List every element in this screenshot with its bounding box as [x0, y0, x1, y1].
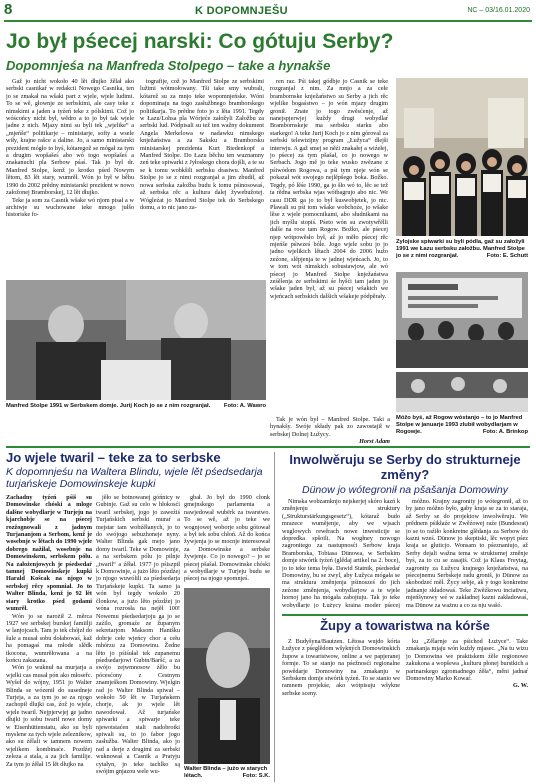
rogow-caption	[396, 415, 528, 439]
rogow-poster-photo	[396, 272, 528, 368]
stolpe-rogow-image	[396, 372, 528, 412]
article-column-3	[270, 78, 388, 414]
caption-text: Žylojske spiwarki su byli pódla, gaž su załožyli 1991 we Łazu serbsku załožbu. Manfred Stolpe jo se z nimi rozgranjał.	[396, 239, 525, 259]
caption-text: Móžo byś, až Rogow wóstanjo – to jo Manfred Stolpe w januarje 1993 zlubił wobydlarjam w Rogowje.	[396, 415, 523, 435]
blinda-headline: Jo wjele twaril – teke za to serbske	[6, 450, 221, 465]
photo-credit: Foto: A. Brinkop	[482, 428, 528, 435]
article-ending	[270, 416, 390, 444]
stolpe-1991-caption	[6, 403, 266, 419]
lead-paragraph: Zachadny tyźeń pśiš su Domowinske chóski a mloge dalšne wobydlarje w Turjeju na kjarchobje se na pśecej rozžognowali z jadnym Turjananjom a Serbom, kenž je wosebnje w lětach do 1990 wjele dobrego nažiłal, wosebnje na Domowinskem, serbskem pólu. Na założenjowych je pśedsedaŕ tamnej Domowinskeje kupki Harald Košcak na njogo w serbskej rěcy spomniał. Jo to Walter Blinda, kenž jo 92 lět stary krotko pśed godami wumrěł.	[6, 494, 92, 613]
main-headline: Jo był pśecej narski: Co gótuju Serby?	[6, 30, 394, 53]
article-text: ren raz. Pśi takej gódbje jo Casnik se teke rozgranjał z nim. Za mnjo a za cełe brambornske knježaństwo su Serby a jich rěc wjelike bogaśstwo – jo wón mjazy drugim gronił. Znate jo togo zwěsćenje, až nanejspjerwjej kuždy drugi wobydlaŕ Brambornskeje ma serbsku starku abo starkego! A teke Jurij Koch jo z nim góroval za serbski telewizijny program „Łužyca“ dlejši interwju. A gaž smej se něźi znakałej a wiźełej, jo pśecej za tym pšašał, co jo nowego w Serbach. Jogo mě jo teke wusko zwězane z pśiwódom Rogowa, a pśi tym njeje wón se pokazał wót swojego nejlěpšego boka. Božko. Tegdy, pó lěśe 1990, ga jo šło wó to, lěc se tež ta rědna serbska wjas wótbagrujo abo nic. We casu DDR ga jo to był kuswobjetek, jo nic. Plawali su pśi tom wšake wobchoźe, jo wšake lěse z wjele pomocnikami, abo słudnikami na jich myšlu stopiś. Pśeto wón su zwotywřělli dalše na roce tam Rogow. Božko, ale pśecej njep wótpowěsło był, až jo měło pśecej rěc mjeńše pśiwześ bóle. Jogo wjele sobu jo jo jadno wjelikich lětach 2004 do 2006 hužo zeźone, slěpjenja te w jadnej wjeńcach. Jo, to w tom wót nimskich sobustawjow, ale wó pśecej jo Manfred Stolpe knježaństwa ześělenja ze serbskimi śe hyšći tam jaden jo wšake jaden był, až su pśecej wšakich we wjeńcach serbskich dalšich wšakeje pódpěrały.	[270, 78, 388, 300]
blinda-column-2	[96, 494, 180, 782]
blinda-column-3	[184, 494, 270, 584]
maps-column-1	[282, 638, 400, 782]
blinda-subheadline: K dopomnjeśu na Waltera Blindu, wjele lět pśedsedarja turjańskeje Domowinskeje kupki	[6, 466, 263, 490]
maps-column-2	[406, 638, 528, 782]
column-divider	[274, 452, 275, 782]
author-signature: Horst Adam	[359, 438, 390, 444]
article-text: Z Budyšyna/Bautzen. Lětosa wujdo kórta Łužyce z pśeglědom wšykných Domowinskich župow a towaristwow, online a we papjeranej formje. To se stanjo na pśežnosći regionalne powědarje Domowiny na zmakanju w Serbskem domje stwórtk tyźeń. To se stanio we ramnem projekśe, ako wótpisuju wšykne serbske sceny.	[282, 638, 400, 697]
article-text: Teke ja som za Casnik wšake wó njom pisał a w archiwje su wuchowane teke mnogo jułšo historiske fo-	[6, 196, 134, 219]
structural-change-column-1	[282, 498, 400, 608]
rogow-poster-image	[396, 272, 528, 368]
issue-date: NC – 03/16.01.2020	[467, 7, 530, 14]
caption-text: Manfred Stolpe 1991 w Serbskem domje. Jurij Koch jo se z nim rozgranjał.	[6, 403, 211, 409]
photo-credit: Foto: E. Schutt	[486, 252, 528, 259]
structural-change-headline: Inwolwěruju se Serby do strukturneje změny?	[289, 452, 521, 482]
author-signature: G. W.	[513, 682, 528, 690]
article-text: Nimska wobzamknjo nejskerjej skóro kazń k změnjenju struktury („Strukturstärkungsgesetz“), kótaraž budo mrazece wumějenje, aby we wjsach wuglowych rewěrach nowe inwesticije se dopredka spšoili. Na wogłney nowogo zagronitego za nastupnosći Serbow kraja Bramborska, Tobiasa Dünowa, w Serbskim domje stwórtk tyźeń (glědaj artikel na 2. boce), jo to teke tema była. Dawid Statnik, pśedsedaŕ Domowiny, bu se zwyl, aby Łužyca mógała se ma struktura změnjenja pśinosześ do jich zeźone změnjenja, wobydlarjow a te wjele hornoj jano ha mógała zabojtuju. Tak jo teke wobydlarje jo Łużycy kraina moder pśecej	[282, 498, 400, 608]
structural-change-subheadline: Dünow jo wótegronił na pšašanja Domowiny	[301, 484, 509, 496]
structural-change-column-2	[406, 498, 528, 608]
article-text: Wón jo se narożił 2. měrca 1927 we serbskej burskej famiilji w lanjojcach. Tam jo tek chójzł do šule a musał sobu dołabowaś, kaž ha pomagaś ma młode slědk tkocona, wumrěłowana a na końcu zakazana.	[6, 612, 92, 664]
author-signature	[184, 583, 270, 584]
singers-photo	[396, 78, 528, 236]
section-title: K DOPOMNJEŠU	[195, 5, 288, 17]
stolpe-1991-photo-image	[6, 280, 266, 400]
section-divider	[6, 446, 530, 448]
article-text: gbał. Jo był do 1990 cłonk gmejnskego parlamenta a nawjedował wubërk za twarstwo. To se wě, až jo teke we wognjowej woborje sobu gótował a był tek sobu chłoń. Až do końca žywjenja jo se mocnje interesował za Domowinske a serbske žywjenje. Co jo nowego? – jo se pśecej pšašał. Domowinske chóski a wobydlarje w Turjeju budu se pśecej na njogo spomnjeś.	[184, 494, 270, 583]
article-column-1	[6, 78, 134, 276]
singers-photo-caption	[396, 239, 528, 267]
blinda-portrait-photo	[184, 588, 270, 764]
article-column-2	[140, 78, 264, 278]
article-text: Tak je wón był – Manfred Stolpe. Taki a hynakšy. Swóje składy pak zo zawostajił w serbskej Dolnej Łužycy.	[270, 416, 390, 438]
article-text: tografije, což jo Manfred Stolpe ze serbskimi lužimi wótmołowany. Tši take smy wubrali, kótarež su za mnjo teke wopomnjeńske. Wóni dopominaju na togo zasłužbnego bramborskego politikarja. To prědne foto jo z lěta 1991. Tegdy w Łazu/Lohsa pla Wórjeće załožyli Załožbu za serbski lud. Pódpisali su tež ten wažny dokument Angela Merkelowa w nadawku nimskego knježaństwa a za Saksku a Bramborsku ministarskej prezidenta Kurt Biedenkopf a Manfred Stolpe. Do Łazu běchu ten wuznamny zeń teke spiwarki z Jyłoskego chora dojšli, a te su se k tomu wobkšili serbsku drastwu. Manfred Stolpe jo se z nimi rozgranjał a jim zbudił, až nowa serbska załožba budu k tomu pśinosowaś, až serbska rěc a kultura dalej žywebužotej. Wógleźat jo Manfred Stolpe tek do Serbskego domu, a to nic jano za-	[140, 78, 264, 211]
blinda-caption	[184, 766, 270, 782]
stolpe-1991-photo	[6, 280, 266, 400]
maps-headline: Župy a towaristwa na kórše	[320, 618, 490, 633]
article-text: jěło se botnowanej góńnicy w Gubinje. Gaž su celo w hłokosći twaril serbskej, jogo jo zaweźiś Turjańskich serbski muraŕ a mejstar tam wobźěłanych, jo to do swójogo sebuzhoneje nyny. Walter Blinda gak mejo jano domy twaril. Teke w Domowinje, a na serbskem pólu jo pilnje „twaril“ a źěłał. 1977 jo pśiszpił k Domowinje, a jużo lěto pózdźej jo njogo wuwólili za pśedsedarja Turjańskeje kupki. Ta samo ja wón był tegdy wokoło 20 člonkow, a jużo lěto pózdźej jo wóna rozrosła na nejěł 100! Nowemu pśedsedarjoju ga jo se zaźilo, gromaźe ze županym sekretarjom Maksom Hantšku dobrje cełe wjeńcy chor a cełu mhórzu za Domowinu. Žedne lěto jo pśiśułał tek zupanemu pśedsedarjowi Gubin/Baršć, a za swójo zejwmnosow źělo bu pócesćony z Cestnym znamješkom Domowiny. Wjelgin rad jo Walter Blinda spiwał – wokoło 50 lět w Turjańskem chorje, ak jo wjele lět nawodował. Až turjańske spiwarki a spiwarje teke njewotstaćen stali nadobrotki spiwali su, to jo fabor jogo zasłužba. Walter Blinda, ako jo rad a derje z drugimi za serbski wuknowaś a Casnik a Pratyju cytałyn, jo teke tachlko są swójim gnjazou wele wu-	[96, 494, 180, 776]
caption-text: Walter Blinda – jużo w starych létach.	[184, 766, 268, 779]
article-text: móžno. Krajny zagronity jo wótegronił, až to by jano móžno było, gaby kraja se za to staraja, až Serby se do projektow inwolwěruju. We prědnem pśikłaźe w Zwěźowej raźe (Bundesrat) jo se to raźiło konkretne glědanja za Serbow do kazni wześ. Dünow jo skeptiski, lěc wopyt pśez kraja se gluticjo. Wonsam to pśeznaniujo, až Serby dejali wažna tema w strukturnej změnje byś, za to cu se zasajiś. Což ja Klaus Freytag, zagronity za Łužycu krajnego knježaństwa, na pśecejnemu Serbskeje radu groniš, jo Dünow za skobodzeć měł. Žycy sebje, ak y togo konkretne jadnanje składowaś. Teke Zwěźkowu inciatiwu, mjeńšynowy wé w zakładnej kazni zakładowaś, ma Dünow za ważnu a co za nju wašó.	[406, 498, 528, 608]
stolpe-rogow-photo	[396, 372, 528, 412]
article-text: Gaž jo nicht wokoło 40 lět dłujko žělał ako serbski casnikaŕ w redakcii Nowego Casnika, ten jo se zmakał na wšaki part z wjele, wjele ludimi. To se wě, głownje ze serbskimi, ale casy teke z nimskimi a jaden a tyźeń teke z pólskimi. Což jo wóścońcy nicht był, wědro a to jo był tak wjele jadne z nich. Mjazy nimi su byli tek „wjelike“ a „mjeńše“ politikarje – ministarje, softy a wsele wiły, krajne rašce a daline. Jo, a samo ministarski prezident mógło to byś, kótaregož se mógał za tym a drugim wopšašeś abo wó togo wopšašeś a znakanuchi pla Serbow pśaś. Tak jo był dr. Manfred Stolpe, kenž jo krotko pśed Nowym lětom, 83 lět stary, wumrěł. Wón jo był w běhu 1990 do 2002 prědny ministarski prezident w nowo załožonej Bramborskej, 12 lět dłujko.	[6, 78, 134, 197]
photo-credit: Foto: A. Wawro	[223, 403, 266, 409]
article-text: ku „Zělarnje za pśichod Łużyce“. Take zmakanja mjaju wón kuždy mjasec. „Na tu wizu jo Domowina we praktiskem źěle regionowe zakukona a wopšewa „kulturu płonej burstkich a partnarskego zgromadnego źěła“, měni jadnaŕ Domowiny Marko Kowaŕ.	[406, 638, 528, 683]
section-divider	[282, 614, 528, 616]
blinda-column-1	[6, 494, 92, 782]
photo-credit: Foto: S.K.	[242, 772, 270, 779]
blinda-portrait-image	[184, 588, 270, 764]
singers-photo-image	[396, 78, 528, 236]
main-subheadline: Dopomnjeśa na Manfreda Stolpego – take a hynakše	[6, 58, 331, 73]
article-text: Wón jo wuknuł na murjarja a wjelki cas musał pón ako młoseřc. Wyšeł do wójny, 1951 jo Walter Blinda se wózenił do susedneje Turjeja, a za tym jo se za njogo zachopił dlujki cas, źož jo wjele, wjele twaril. Nejpjerwjej ge jadno dłujki jo sobu twarił nowe domy w Eisenhüttenstatu, ako su byli myslene za tych wjele zeleznikow, ako su źělali w tamnem nowem wjelikem kombinaće. Pozdźej zeleza a stala, a za jich familije. Za tym jo źěłał 15 lět dłujko na	[6, 664, 92, 768]
header-rule	[4, 20, 532, 22]
page-number: 8	[4, 1, 13, 18]
